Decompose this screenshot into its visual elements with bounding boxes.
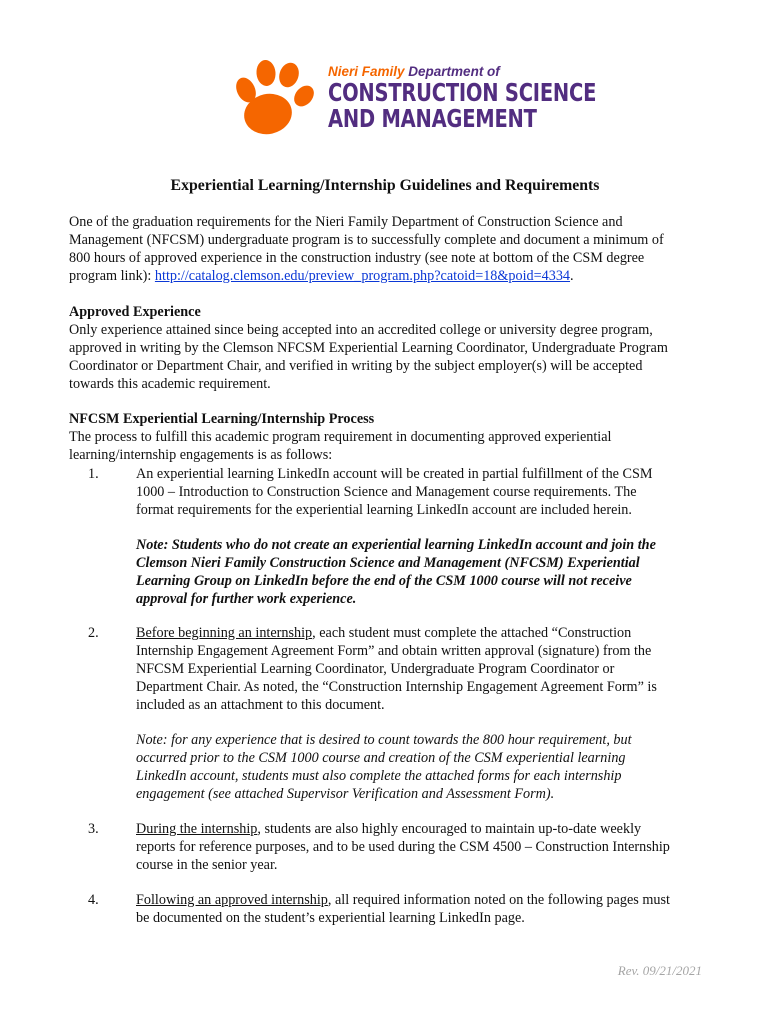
item-line: Internship Engagement Agreement Form” and obtain written approval (signature) from the xyxy=(136,643,652,659)
list-number: 2. xyxy=(88,625,99,641)
intro-paragraph xyxy=(69,213,702,285)
item-line: An experiential learning LinkedIn account will be created in partial fulfillment of the CSM xyxy=(136,466,653,482)
item-line-rest: , each student must complete the attached “Construction xyxy=(312,625,632,641)
item-line: Department Chair. As noted, the “Construction Internship Engagement Agreement Form” is xyxy=(136,679,657,695)
process-line: The process to fulfill this academic program requirement in documenting approved experiential xyxy=(69,429,612,445)
document-title: Experiential Learning/Internship Guidelines and Requirements xyxy=(170,177,600,194)
logo-department-of: Department of xyxy=(408,64,500,79)
logo-and-management: AND MANAGEMENT xyxy=(328,104,537,133)
item-line-rest: , students are also highly encouraged to maintain up-to-date weekly xyxy=(257,821,642,837)
logo-wordmark xyxy=(328,64,672,132)
tiger-paw-icon xyxy=(232,58,318,138)
approved-line: Coordinator or Department Chair, and verified in writing by the subject employer(s) will be accepted xyxy=(69,358,643,374)
list-number: 1. xyxy=(88,466,99,482)
department-logo xyxy=(232,58,597,140)
intro-line-link xyxy=(69,267,702,285)
list-item-text xyxy=(136,624,702,803)
item-note-line: Note: Students who do not create an experiential learning LinkedIn account and join the xyxy=(136,537,656,553)
item-line: be documented on the student’s experiential learning LinkedIn page. xyxy=(136,910,525,926)
item-line xyxy=(136,891,702,909)
list-number: 3. xyxy=(88,821,99,837)
item-underline: Before beginning an internship xyxy=(136,625,313,641)
intro-line: One of the graduation requirements for the Nieri Family Department of Construction Science and xyxy=(69,214,623,230)
process-heading: NFCSM Experiential Learning/Internship Process xyxy=(69,411,375,427)
list-number: 4. xyxy=(88,892,99,908)
approved-line: Only experience attained since being accepted into an accredited college or university degree program, xyxy=(69,322,653,338)
item-underline: During the internship xyxy=(136,821,258,837)
process-line: learning/internship engagements is as follows: xyxy=(69,447,333,463)
item-line: included as an attachment to this document. xyxy=(136,697,385,713)
item-line xyxy=(136,820,702,838)
item-line: reports for reference purposes, and to be used during the CSM 4500 – Construction Internship xyxy=(136,839,670,855)
intro-link-prefix: program link): xyxy=(69,268,155,284)
item-note-line: Clemson Nieri Family Construction Science and Management (NFCSM) Experiential xyxy=(136,555,640,571)
item-note-line: occurred prior to the CSM 1000 course and creation of the CSM experiential learning xyxy=(136,750,626,766)
intro-line: Management (NFCSM) undergraduate program is to successfully complete and document a minimum of xyxy=(69,232,664,248)
logo-construction-science: CONSTRUCTION SCIENCE xyxy=(328,78,597,107)
logo-nieri-family: Nieri Family xyxy=(328,64,405,79)
list-item-text xyxy=(136,465,702,608)
list-item-text xyxy=(136,891,702,927)
item-underline: Following an approved internship xyxy=(136,892,328,908)
approved-experience-section xyxy=(69,303,702,393)
item-line: 1000 – Introduction to Construction Science and Management course requirements. The xyxy=(136,484,637,500)
item-note-line: LinkedIn account, students must also complete the attached forms for each internship xyxy=(136,768,622,784)
item-line-rest: , all required information noted on the following pages must xyxy=(327,892,670,908)
item-line: NFCSM Experiential Learning Coordinator, Undergraduate Program Coordinator or xyxy=(136,661,615,677)
revision-date: Rev. 09/21/2021 xyxy=(617,963,702,978)
list-item-text xyxy=(136,820,702,874)
item-line: course in the senior year. xyxy=(136,857,278,873)
item-line: format requirements for the experiential learning LinkedIn account are included herein. xyxy=(136,502,632,518)
process-section xyxy=(69,410,702,464)
item-note-line: approval for further work experience. xyxy=(136,591,357,607)
item-note-line: Learning Group on LinkedIn before the end of the CSM 1000 course will not receive xyxy=(136,573,632,589)
intro-suffix: . xyxy=(570,268,574,284)
item-note-line: engagement (see attached Supervisor Verification and Assessment Form). xyxy=(136,786,555,802)
item-note-line: Note: for any experience that is desired to count towards the 800 hour requirement, but xyxy=(136,732,632,748)
item-line xyxy=(136,624,702,642)
approved-line: approved in writing by the Clemson NFCSM Experiential Learning Coordinator, Undergraduate Program xyxy=(69,340,668,356)
intro-line: 800 hours of approved experience in the construction industry (see note at bottom of the CSM degree xyxy=(69,250,645,266)
catalog-link[interactable]: http://catalog.clemson.edu/preview_program.php?catoid=18&poid=4334 xyxy=(154,268,571,284)
approved-line: towards this academic requirement. xyxy=(69,376,271,392)
approved-experience-heading: Approved Experience xyxy=(69,304,201,320)
